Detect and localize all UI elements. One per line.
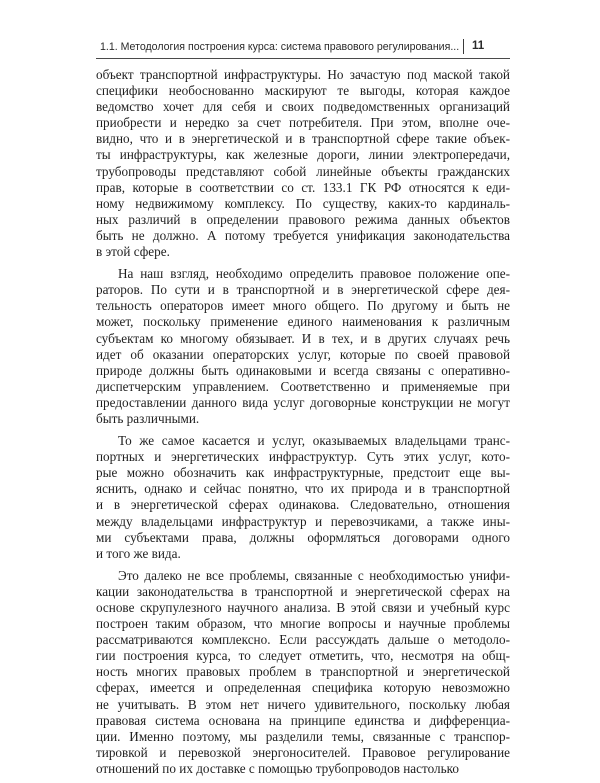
text-line: специфики необоснованно маскируют те выгоды, которая каждое <box>96 83 510 99</box>
text-line: приобрести и нередко за счет потребителя. При этом, вполне оче- <box>96 115 510 131</box>
text-line: сферах, имеется и определенная специфика которую невозможно <box>96 680 510 696</box>
text-line: ты инфраструктуры, как железные дороги, линии электропередачи, <box>96 147 510 163</box>
text-line: правовая система основана на принципе единства и дифференциа- <box>96 712 510 728</box>
text-line: ции. Именно поэтому, мы разделили темы, связанные с транспор- <box>96 728 510 744</box>
text-line: в этой сфере. <box>96 244 170 260</box>
text-line: прав, которые в соответствии со ст. 133.1 ГК РФ относятся к еди- <box>96 179 510 195</box>
text-line: предоставлении данного вида услуг договорные конструкции не могут <box>96 394 510 410</box>
text-line: раторов. По сути и в транспортной и в энергетической сфере дея- <box>96 282 510 298</box>
header-rule <box>96 58 510 59</box>
text-line: тельность операторов имеет много общего. По другому и быть не <box>96 298 510 314</box>
text-line: диспетчерским управлением. Соответственно и применяемые при <box>96 378 510 394</box>
paragraph <box>96 568 510 777</box>
text-line: объект транспортной инфраструктуры. Но зачастую под маской такой <box>96 67 510 82</box>
text-line: кации законодательства в транспортной и энергетической сферах на <box>96 583 510 599</box>
text-line: ведомство хочет для себя и своих подведомственных организаций <box>96 99 510 115</box>
text-line: трубопроводы представляют собой линейные объекты гражданских <box>96 163 510 179</box>
body-text <box>96 67 510 783</box>
running-head-separator <box>463 39 464 54</box>
text-line: То же самое касается и услуг, оказываемых владельцами транс- <box>118 433 510 449</box>
text-line: не учитывать. В этом нет ничего удивительного, поскольку любая <box>96 696 510 712</box>
text-line: ных различий в определении правового режима данных объектов <box>96 211 510 227</box>
text-line: построен таким образом, что многие вопросы и научные проблемы <box>96 616 510 632</box>
running-head-title: 1.1. Методология построения курса: система правового регулирования... <box>100 41 460 53</box>
text-line: гии построения курса, то следует отметить, что, несмотря на общ- <box>96 648 510 664</box>
text-line: быть не должно. А потому требуется унификация законодательства <box>96 227 510 243</box>
text-line: ность многих правовых проблем в транспортной и энергетической <box>96 664 510 680</box>
text-line: тировкой и перевозкой энергоносителей. Правовое регулирование <box>96 744 510 760</box>
running-head <box>96 38 510 58</box>
paragraph <box>96 266 510 427</box>
text-line: яснить, однако и сейчас понятно, что их природа и в транспортной <box>96 481 510 497</box>
text-line: отношений по их доставке с помощью трубопроводов настолько <box>96 760 459 776</box>
text-line: природе должны быть одинаковыми и всегда связаны с оперативно- <box>96 362 510 378</box>
text-line: субъектам ко многому обязывает. И в тех, и в других случаях речь <box>96 330 510 346</box>
text-line: идет об оказании операторских услуг, которые по своей правовой <box>96 346 510 362</box>
page-number: 11 <box>472 40 485 52</box>
paragraph <box>96 433 510 562</box>
text-line: может, поскольку применение единого наименования к различным <box>96 314 510 330</box>
text-line: и в энергетической сферах одинакова. Следовательно, отношения <box>96 497 510 513</box>
text-line: На наш взгляд, необходимо определить правовое положение опе- <box>118 266 510 282</box>
text-line: быть различными. <box>96 410 200 426</box>
text-line: Это далеко не все проблемы, связанные с необходимостью унифи- <box>118 567 510 583</box>
text-line: видно, что и в энергетической и в транспортной сфере такие объек- <box>96 131 510 147</box>
text-line: между владельцами инфраструктур и перевозчиками, а также ины- <box>96 513 510 529</box>
text-line: рассматриваются комплексно. Если рассуждать дальше о методоло- <box>96 632 510 648</box>
text-line: рые можно обозначить как инфраструктурные, предстоит еще вы- <box>96 465 510 481</box>
text-line: ми субъектами права, должны оформляться договорами одного <box>96 529 510 545</box>
text-line: портных и энергетических инфраструктур. Суть этих услуг, кото- <box>96 449 510 465</box>
text-line: и того же вида. <box>96 545 181 561</box>
text-line: ному недвижимому комплексу. По существу, каких-то кардиналь- <box>96 195 510 211</box>
text-line: основе скрупулезного научного анализа. В этой связи и учебный курс <box>96 600 510 615</box>
paragraph <box>96 67 510 260</box>
